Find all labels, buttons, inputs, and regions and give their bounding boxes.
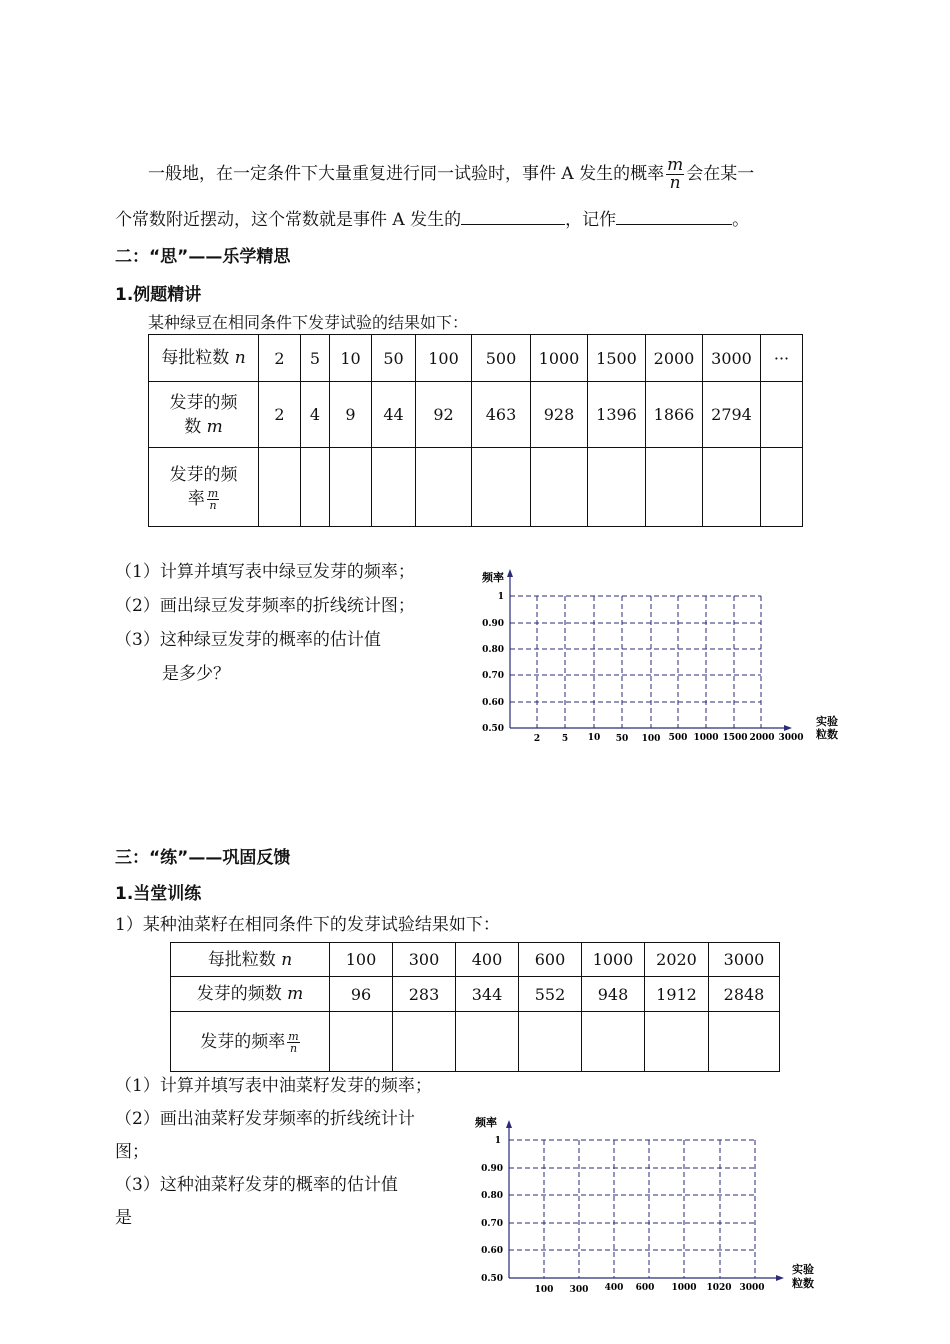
y-tick-label: 1 bbox=[497, 592, 504, 602]
intro-text-1: 一般地，在一定条件下大量重复进行同一试验时，事件 A 发生的概率 bbox=[148, 164, 665, 184]
x-tick-label: 400 bbox=[604, 1283, 624, 1293]
question-2: （2）画出油菜籽发芽频率的折线统计计 bbox=[115, 1109, 415, 1129]
x-tick-label: 300 bbox=[569, 1285, 589, 1295]
cell-n: 5 bbox=[301, 335, 330, 382]
chart-x-ticks bbox=[535, 1283, 765, 1295]
cell-n: 400 bbox=[456, 943, 519, 977]
cell-n: 1000 bbox=[531, 335, 588, 382]
fraction-m-over-n bbox=[666, 154, 684, 193]
intro-text-2: 会在某一 bbox=[686, 164, 755, 184]
cell-m: 9 bbox=[330, 382, 372, 448]
table-row-m bbox=[171, 977, 780, 1012]
cell-m bbox=[761, 382, 803, 448]
frequency-input-cell[interactable] bbox=[416, 448, 472, 527]
section-3-description: 1）某种油菜籽在相同条件下的发芽试验结果如下： bbox=[115, 915, 500, 935]
question-2: （2）画出绿豆发芽频率的折线统计图； bbox=[115, 596, 415, 616]
chart-x-label: 粒数 bbox=[816, 728, 838, 741]
section-3-title: 三：“练”——巩固反馈 bbox=[115, 848, 291, 868]
question-3-cont: 是多少？ bbox=[162, 664, 230, 684]
x-tick-label: 100 bbox=[534, 1285, 554, 1295]
frequency-input-cell[interactable] bbox=[645, 1012, 709, 1072]
x-tick-label: 600 bbox=[635, 1283, 655, 1293]
x-tick-label: 100 bbox=[641, 734, 661, 744]
rapeseed-table bbox=[170, 942, 780, 1072]
x-tick-label: 1500 bbox=[722, 733, 748, 743]
x-tick-label: 50 bbox=[615, 734, 629, 744]
cell-n: 3000 bbox=[709, 943, 780, 977]
chart-grid bbox=[509, 1140, 755, 1278]
frequency-input-cell[interactable] bbox=[646, 448, 703, 527]
row-label-n: 每批粒数 n bbox=[171, 943, 330, 977]
question-1: （1）计算并填写表中油菜籽发芽的频率； bbox=[115, 1076, 432, 1096]
cell-n: ··· bbox=[761, 335, 803, 382]
y-tick-label: 0.50 bbox=[481, 1274, 503, 1284]
cell-m: 1866 bbox=[646, 382, 703, 448]
cell-n: 600 bbox=[519, 943, 582, 977]
cell-n: 10 bbox=[330, 335, 372, 382]
mung-bean-chart[interactable] bbox=[470, 565, 845, 750]
frequency-input-cell[interactable] bbox=[519, 1012, 582, 1072]
cell-n: 1500 bbox=[588, 335, 646, 382]
row-label-frequency: 发芽的频 率 $\frac{m}{n}$ bbox=[149, 448, 259, 527]
chart-x-ticks bbox=[534, 733, 804, 744]
cell-m: 1396 bbox=[588, 382, 646, 448]
cell-m: 283 bbox=[393, 977, 456, 1012]
y-tick-label: 0.70 bbox=[481, 1219, 503, 1229]
intro-text-3: 个常数附近摆动，这个常数就是事件 A 发生的 bbox=[115, 210, 462, 230]
frequency-input-cell[interactable] bbox=[456, 1012, 519, 1072]
chart-y-label: 频率 bbox=[482, 571, 504, 584]
chart-y-ticks bbox=[482, 592, 504, 734]
frequency-input-cell[interactable] bbox=[531, 448, 588, 527]
x-tick-label: 1000 bbox=[671, 1283, 697, 1293]
section-2-title: 二：“思”——乐学精思 bbox=[115, 247, 291, 267]
y-tick-label: 0.60 bbox=[482, 698, 504, 708]
cell-m: 2848 bbox=[709, 977, 780, 1012]
chart-y-ticks bbox=[481, 1136, 503, 1284]
x-tick-label: 1020 bbox=[706, 1283, 732, 1293]
frequency-input-cell[interactable] bbox=[709, 1012, 780, 1072]
table-row-m bbox=[149, 382, 803, 448]
chart-x-label: 实验 bbox=[816, 715, 838, 728]
answer-blank-1[interactable] bbox=[461, 206, 565, 225]
answer-blank-2[interactable] bbox=[616, 206, 732, 225]
frequency-input-cell[interactable] bbox=[472, 448, 531, 527]
y-tick-label: 0.50 bbox=[482, 724, 504, 734]
chart-grid bbox=[510, 596, 761, 728]
rapeseed-chart[interactable] bbox=[470, 1108, 830, 1298]
cell-n: 100 bbox=[330, 943, 393, 977]
cell-n: 2 bbox=[259, 335, 301, 382]
y-tick-label: 1 bbox=[494, 1136, 501, 1146]
frequency-input-cell[interactable] bbox=[582, 1012, 645, 1072]
cell-n: 1000 bbox=[582, 943, 645, 977]
cell-m: 2794 bbox=[703, 382, 761, 448]
table-row-n bbox=[149, 335, 803, 382]
cell-m: 2 bbox=[259, 382, 301, 448]
y-tick-label: 0.90 bbox=[482, 619, 504, 629]
mung-bean-table bbox=[148, 334, 803, 527]
frequency-input-cell[interactable] bbox=[330, 448, 372, 527]
cell-n: 100 bbox=[416, 335, 472, 382]
section-3-subtitle: 1.当堂训练 bbox=[115, 884, 202, 904]
chart-x-label: 粒数 bbox=[792, 1277, 814, 1290]
cell-m: 92 bbox=[416, 382, 472, 448]
cell-m: 552 bbox=[519, 977, 582, 1012]
frequency-input-cell[interactable] bbox=[372, 448, 416, 527]
x-tick-label: 1000 bbox=[693, 733, 719, 743]
table-row-frequency bbox=[171, 1012, 780, 1072]
chart-axes bbox=[507, 569, 792, 731]
frequency-input-cell[interactable] bbox=[330, 1012, 393, 1072]
row-label-m: 发芽的频 数 m bbox=[149, 382, 259, 448]
y-tick-label: 0.80 bbox=[481, 1191, 503, 1201]
cell-m: 4 bbox=[301, 382, 330, 448]
frequency-input-cell[interactable] bbox=[761, 448, 803, 527]
x-tick-label: 500 bbox=[668, 733, 688, 743]
fraction-numerator: m bbox=[667, 154, 684, 175]
y-tick-label: 0.90 bbox=[481, 1164, 503, 1174]
row-label-frequency: 发芽的频率 $\frac{m}{n}$ bbox=[171, 1012, 330, 1072]
x-tick-label: 3000 bbox=[739, 1283, 765, 1293]
cell-m: 1912 bbox=[645, 977, 709, 1012]
cell-m: 44 bbox=[372, 382, 416, 448]
cell-n: 2000 bbox=[646, 335, 703, 382]
cell-m: 463 bbox=[472, 382, 531, 448]
x-tick-label: 5 bbox=[561, 734, 569, 744]
intro-line-1 bbox=[148, 152, 754, 196]
cell-n: 2020 bbox=[645, 943, 709, 977]
x-tick-label: 10 bbox=[587, 733, 601, 743]
cell-m: 96 bbox=[330, 977, 393, 1012]
cell-m: 948 bbox=[582, 977, 645, 1012]
chart-y-label: 频率 bbox=[475, 1116, 497, 1129]
x-tick-label: 2000 bbox=[749, 733, 775, 743]
cell-m: 344 bbox=[456, 977, 519, 1012]
frequency-input-cell[interactable] bbox=[393, 1012, 456, 1072]
section-2-subtitle: 1.例题精讲 bbox=[115, 285, 202, 305]
frequency-input-cell[interactable] bbox=[301, 448, 330, 527]
table-row-frequency bbox=[149, 448, 803, 527]
table-row-n bbox=[171, 943, 780, 977]
intro-line-2 bbox=[115, 206, 749, 232]
x-tick-label: 2 bbox=[533, 734, 541, 744]
question-3: （3）这种绿豆发芽的概率的估计值 bbox=[115, 630, 381, 650]
cell-n: 500 bbox=[472, 335, 531, 382]
intro-text-4: ，记作 bbox=[565, 210, 617, 230]
frequency-input-cell[interactable] bbox=[588, 448, 646, 527]
x-tick-label: 3000 bbox=[778, 733, 804, 743]
y-tick-label: 0.60 bbox=[481, 1246, 503, 1256]
y-tick-label: 0.80 bbox=[482, 645, 504, 655]
question-3: （3）这种油菜籽发芽的概率的估计值 bbox=[115, 1175, 398, 1195]
chart-x-label: 实验 bbox=[792, 1263, 814, 1276]
section-2-description: 某种绿豆在相同条件下发芽试验的结果如下： bbox=[148, 313, 469, 332]
row-label-m: 发芽的频数 m bbox=[171, 977, 330, 1012]
question-3-cont: 是 bbox=[115, 1208, 132, 1228]
cell-n: 50 bbox=[372, 335, 416, 382]
question-2-cont: 图； bbox=[115, 1142, 149, 1162]
row-label-n: 每批粒数 n bbox=[149, 335, 259, 382]
cell-n: 300 bbox=[393, 943, 456, 977]
frequency-input-cell[interactable] bbox=[703, 448, 761, 527]
fraction-denominator: n bbox=[669, 172, 681, 193]
intro-text-5: 。 bbox=[732, 210, 750, 230]
cell-n: 3000 bbox=[703, 335, 761, 382]
cell-m: 928 bbox=[531, 382, 588, 448]
chart-axes bbox=[506, 1120, 784, 1281]
question-1: （1）计算并填写表中绿豆发芽的频率； bbox=[115, 562, 415, 582]
y-tick-label: 0.70 bbox=[482, 671, 504, 681]
frequency-input-cell[interactable] bbox=[259, 448, 301, 527]
